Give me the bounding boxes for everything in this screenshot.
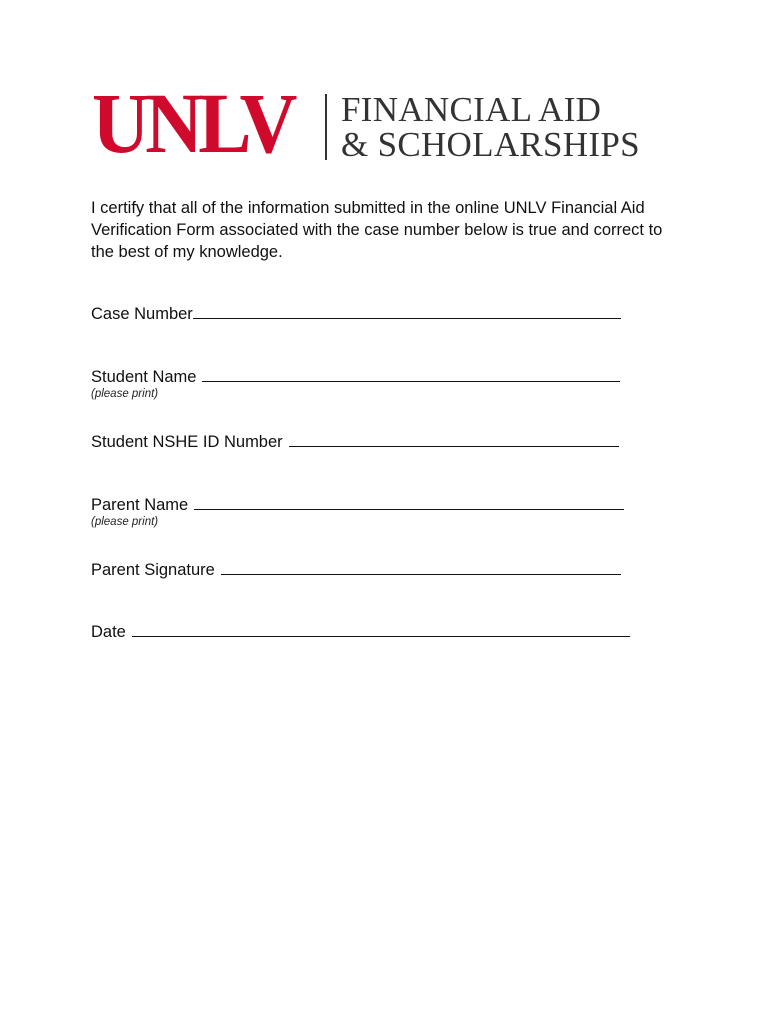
date-field[interactable] — [91, 622, 630, 642]
logo-line-financial-aid: FINANCIAL AID — [341, 90, 602, 129]
parent-name-label: Parent Name — [91, 496, 189, 514]
date-line[interactable] — [132, 622, 630, 637]
case-number-line[interactable] — [193, 304, 621, 319]
parent-signature-line[interactable] — [221, 560, 621, 575]
parent-name-line[interactable] — [194, 495, 624, 510]
parent-name-hint: (please print) — [91, 516, 159, 528]
student-nshe-id-field[interactable] — [91, 432, 619, 452]
logo-line-scholarships: & SCHOLARSHIPS — [341, 125, 640, 164]
date-label: Date — [91, 623, 126, 641]
logo-divider — [325, 94, 327, 160]
logo-wordmark: UNLV — [92, 75, 293, 171]
parent-signature-field[interactable] — [91, 560, 621, 580]
case-number-label: Case Number — [91, 305, 193, 323]
parent-signature-label: Parent Signature — [91, 561, 215, 579]
certification-statement: I certify that all of the information submitted in the online UNLV Financial Aid Verification Form associated with the case number below is true and correct to the best of my knowledge. — [91, 199, 663, 261]
parent-name-field[interactable] — [91, 495, 624, 515]
student-nshe-id-label: Student NSHE ID Number — [91, 433, 283, 451]
student-name-hint: (please print) — [91, 388, 159, 400]
case-number-field[interactable] — [91, 304, 621, 324]
student-nshe-id-line[interactable] — [289, 432, 619, 447]
student-name-line[interactable] — [202, 367, 620, 382]
student-name-field[interactable] — [91, 367, 620, 387]
student-name-label: Student Name — [91, 368, 197, 386]
